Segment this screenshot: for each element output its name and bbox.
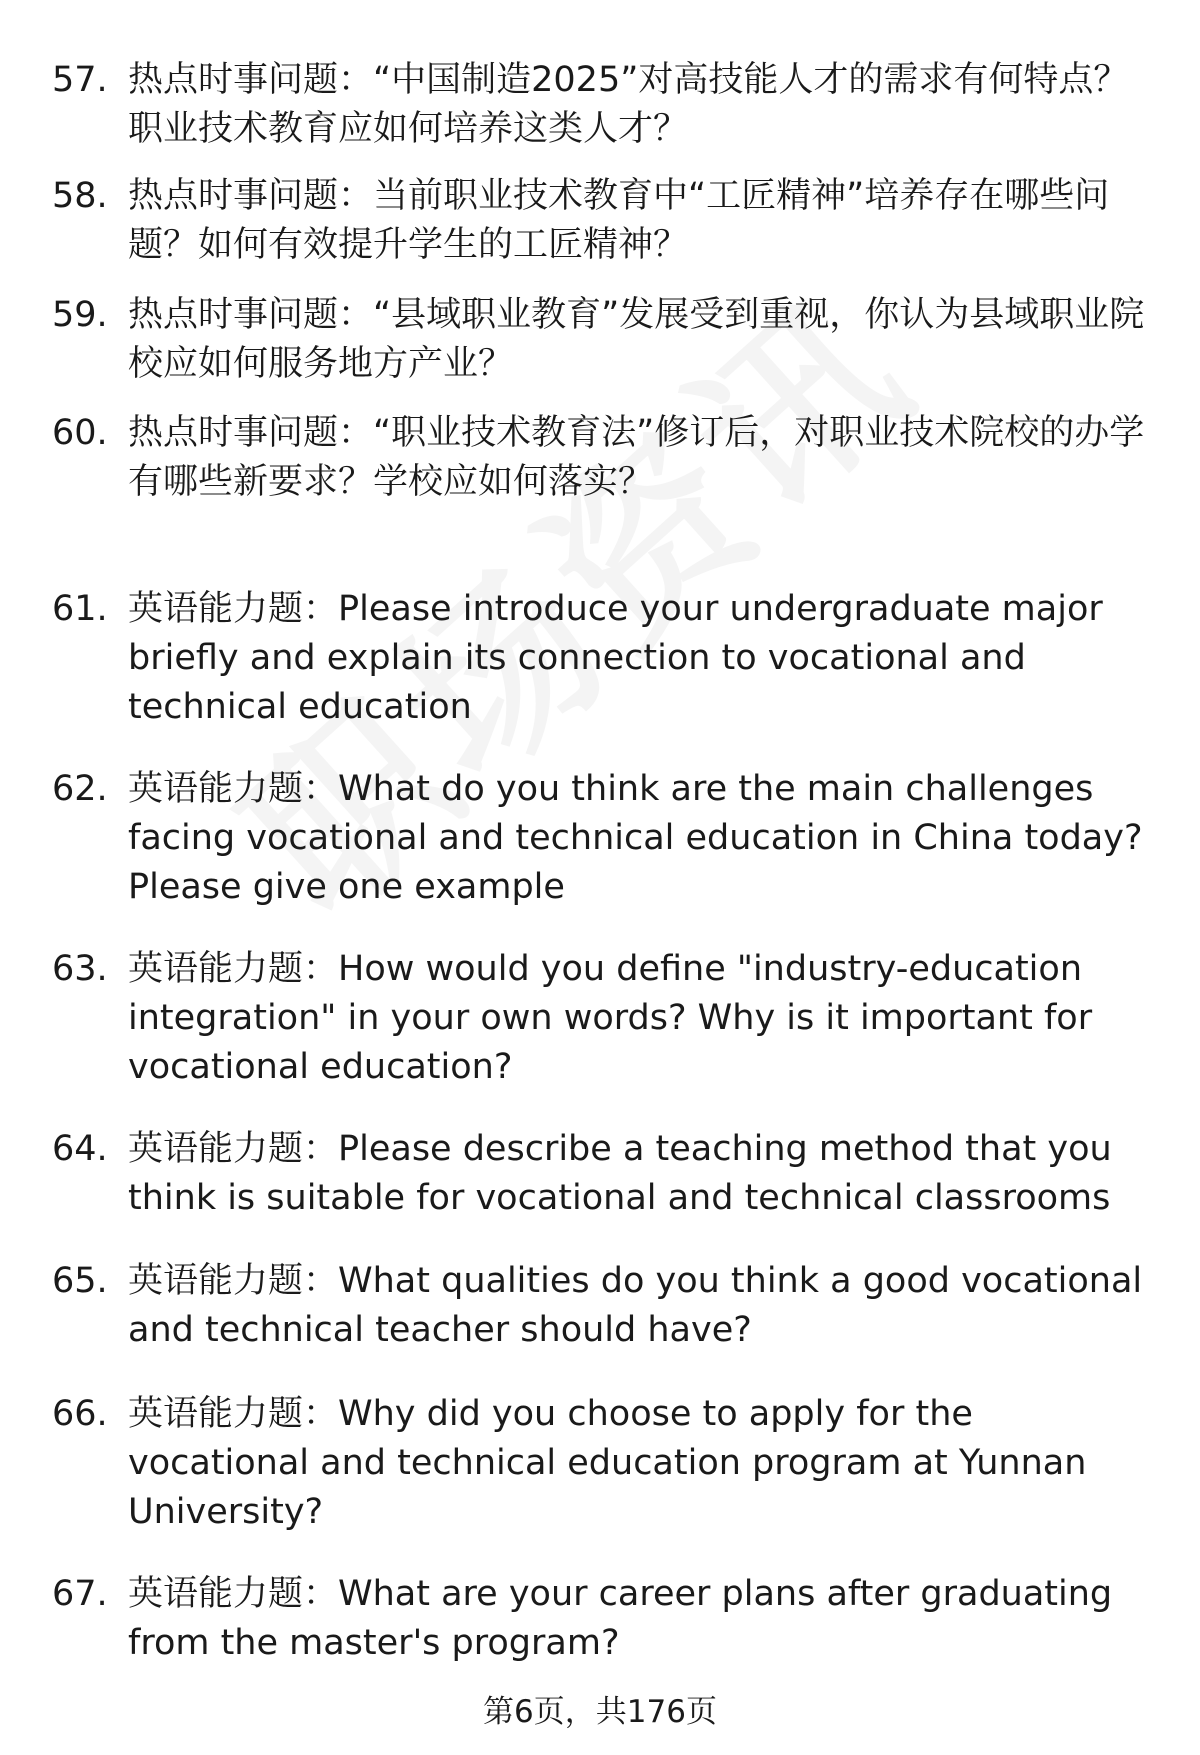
question-item (52, 1125, 1152, 1223)
question-category: 英语能力题： (128, 1394, 339, 1434)
question-item (52, 409, 1152, 507)
question-number: 61. (52, 589, 108, 629)
question-number: 66. (52, 1394, 108, 1434)
question-text (128, 1257, 1152, 1355)
question-category: 热点时事问题： (128, 295, 374, 335)
question-text (128, 1125, 1152, 1223)
question-body: How would you define "industry-education integration" in your own words? Why is it important for vocational education? (128, 949, 1093, 1087)
question-text (128, 56, 1152, 154)
question-category: 英语能力题： (128, 1261, 339, 1301)
question-item (52, 56, 1152, 154)
question-category: 英语能力题： (128, 1129, 339, 1169)
question-number: 64. (52, 1129, 108, 1169)
question-body: 当前职业技术教育中“工匠精神”培养存在哪些问题？如何有效提升学生的工匠精神？ (128, 176, 1110, 265)
question-item (52, 1257, 1152, 1355)
question-body: What are your career plans after graduating from the master's program? (128, 1574, 1113, 1663)
question-text (128, 585, 1152, 732)
question-item (52, 291, 1152, 389)
question-number: 58. (52, 176, 108, 216)
question-category: 热点时事问题： (128, 413, 374, 453)
question-number: 59. (52, 295, 108, 335)
question-category: 热点时事问题： (128, 176, 374, 216)
question-text (128, 945, 1152, 1092)
question-item (52, 172, 1152, 270)
question-number: 57. (52, 60, 108, 100)
question-number: 62. (52, 769, 108, 809)
question-body: What do you think are the main challenges facing vocational and technical education in China today? Please give one example (128, 769, 1143, 907)
question-item (52, 945, 1152, 1092)
question-text (128, 1570, 1152, 1668)
question-category: 热点时事问题： (128, 60, 374, 100)
question-text (128, 409, 1152, 507)
question-item (52, 765, 1152, 912)
question-number: 63. (52, 949, 108, 989)
question-body: “职业技术教育法”修订后，对职业技术院校的办学有哪些新要求？学校应如何落实？ (128, 413, 1145, 502)
question-text (128, 765, 1152, 912)
question-category: 英语能力题： (128, 949, 339, 989)
question-number: 65. (52, 1261, 108, 1301)
question-body: “县域职业教育”发展受到重视，你认为县域职业院校应如何服务地方产业？ (128, 295, 1145, 384)
question-item (52, 1390, 1152, 1537)
question-body: Please introduce your undergraduate major briefly and explain its connection to vocational and technical education (128, 589, 1103, 727)
question-item (52, 1570, 1152, 1668)
question-text (128, 1390, 1152, 1537)
question-category: 英语能力题： (128, 589, 339, 629)
question-number: 60. (52, 413, 108, 453)
question-body: “中国制造2025”对高技能人才的需求有何特点？职业技术教育应如何培养这类人才？ (128, 60, 1129, 149)
question-body: Please describe a teaching method that you think is suitable for vocational and technical classrooms (128, 1129, 1112, 1218)
page-number: 第6页，共176页 (483, 1694, 717, 1730)
question-category: 英语能力题： (128, 1574, 339, 1614)
question-text (128, 172, 1152, 270)
question-item (52, 585, 1152, 732)
question-text (128, 291, 1152, 389)
question-body: Why did you choose to apply for the vocational and technical education program at Yunnan University? (128, 1394, 1087, 1532)
question-category: 英语能力题： (128, 769, 339, 809)
question-number: 67. (52, 1574, 108, 1614)
question-body: What qualities do you think a good vocational and technical teacher should have? (128, 1261, 1143, 1350)
